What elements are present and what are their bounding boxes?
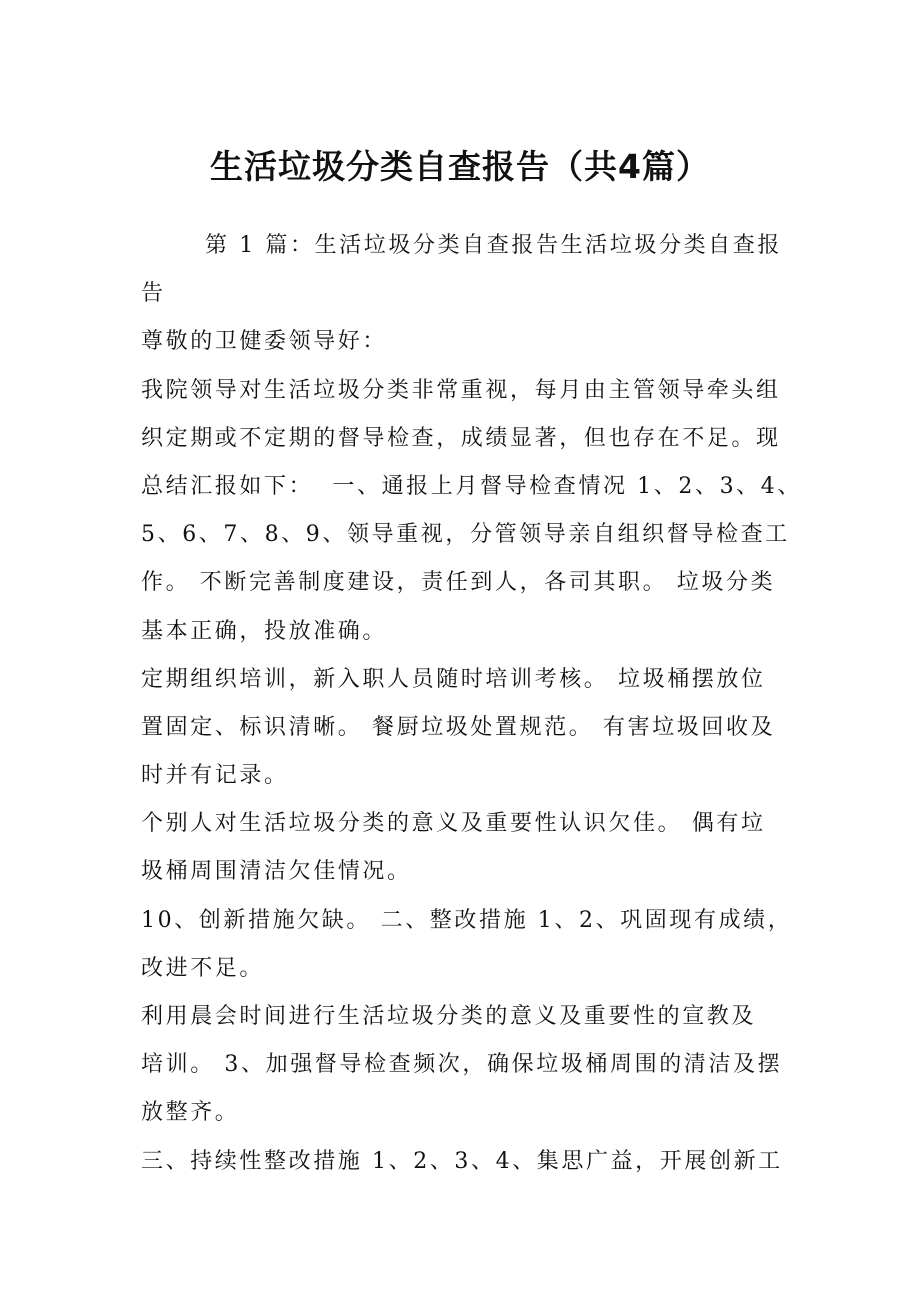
document-body: [141, 222, 802, 1186]
body-line-10: 定期组织培训，新入职人员随时培训考核。 垃圾桶摆放位: [141, 666, 766, 692]
body-line-12: 时并有记录。: [141, 763, 289, 789]
body-line-11: 置固定、标识清晰。 餐厨垃圾处置规范。 有害垃圾回收及: [141, 714, 776, 740]
body-line-5: 织定期或不定期的督导检查，成绩显著，但也存在不足。现: [141, 425, 781, 451]
body-line-8: 作。 不断完善制度建设，责任到人，各司其职。 垃圾分类: [141, 570, 776, 596]
body-line-19: 放整齐。: [141, 1100, 240, 1126]
body-line-18: 培训。 3、加强督导检查频次，确保垃圾桶周围的清洁及摆: [141, 1052, 783, 1078]
body-line-3: 尊敬的卫健委领导好：: [141, 329, 388, 355]
document-title: 生活垃圾分类自查报告（共4篇）: [210, 147, 710, 186]
body-line-7: 5、6、7、8、9、领导重视，分管领导亲自组织督导检查工: [141, 522, 790, 548]
body-line-14: 圾桶周围清洁欠佳情况。: [141, 859, 412, 885]
body-line-17: 利用晨会时间进行生活垃圾分类的意义及重要性的宣教及: [141, 1004, 757, 1029]
body-line-2: 告: [141, 281, 166, 307]
body-line-16: 改进不足。: [141, 955, 265, 981]
body-line-13: 个别人对生活垃圾分类的意义及重要性认识欠佳。 偶有垃: [141, 811, 766, 837]
body-line-20: 三、持续性整改措施 1、2、3、4、集思广益，开展创新工: [141, 1148, 783, 1174]
body-line-6: 总结汇报如下： 一、通报上月督导检查情况 1、2、3、4、: [141, 473, 802, 499]
body-line-15: 10、创新措施欠缺。 二、整改措施 1、2、巩固现有成绩，: [141, 907, 793, 933]
body-line-9: 基本正确，投放准确。: [141, 618, 388, 644]
body-line-1: 第 1 篇：生活垃圾分类自查报告生活垃圾分类自查报: [205, 233, 782, 258]
body-line-4: 我院领导对生活垃圾分类非常重视，每月由主管领导牵头组: [141, 377, 781, 403]
